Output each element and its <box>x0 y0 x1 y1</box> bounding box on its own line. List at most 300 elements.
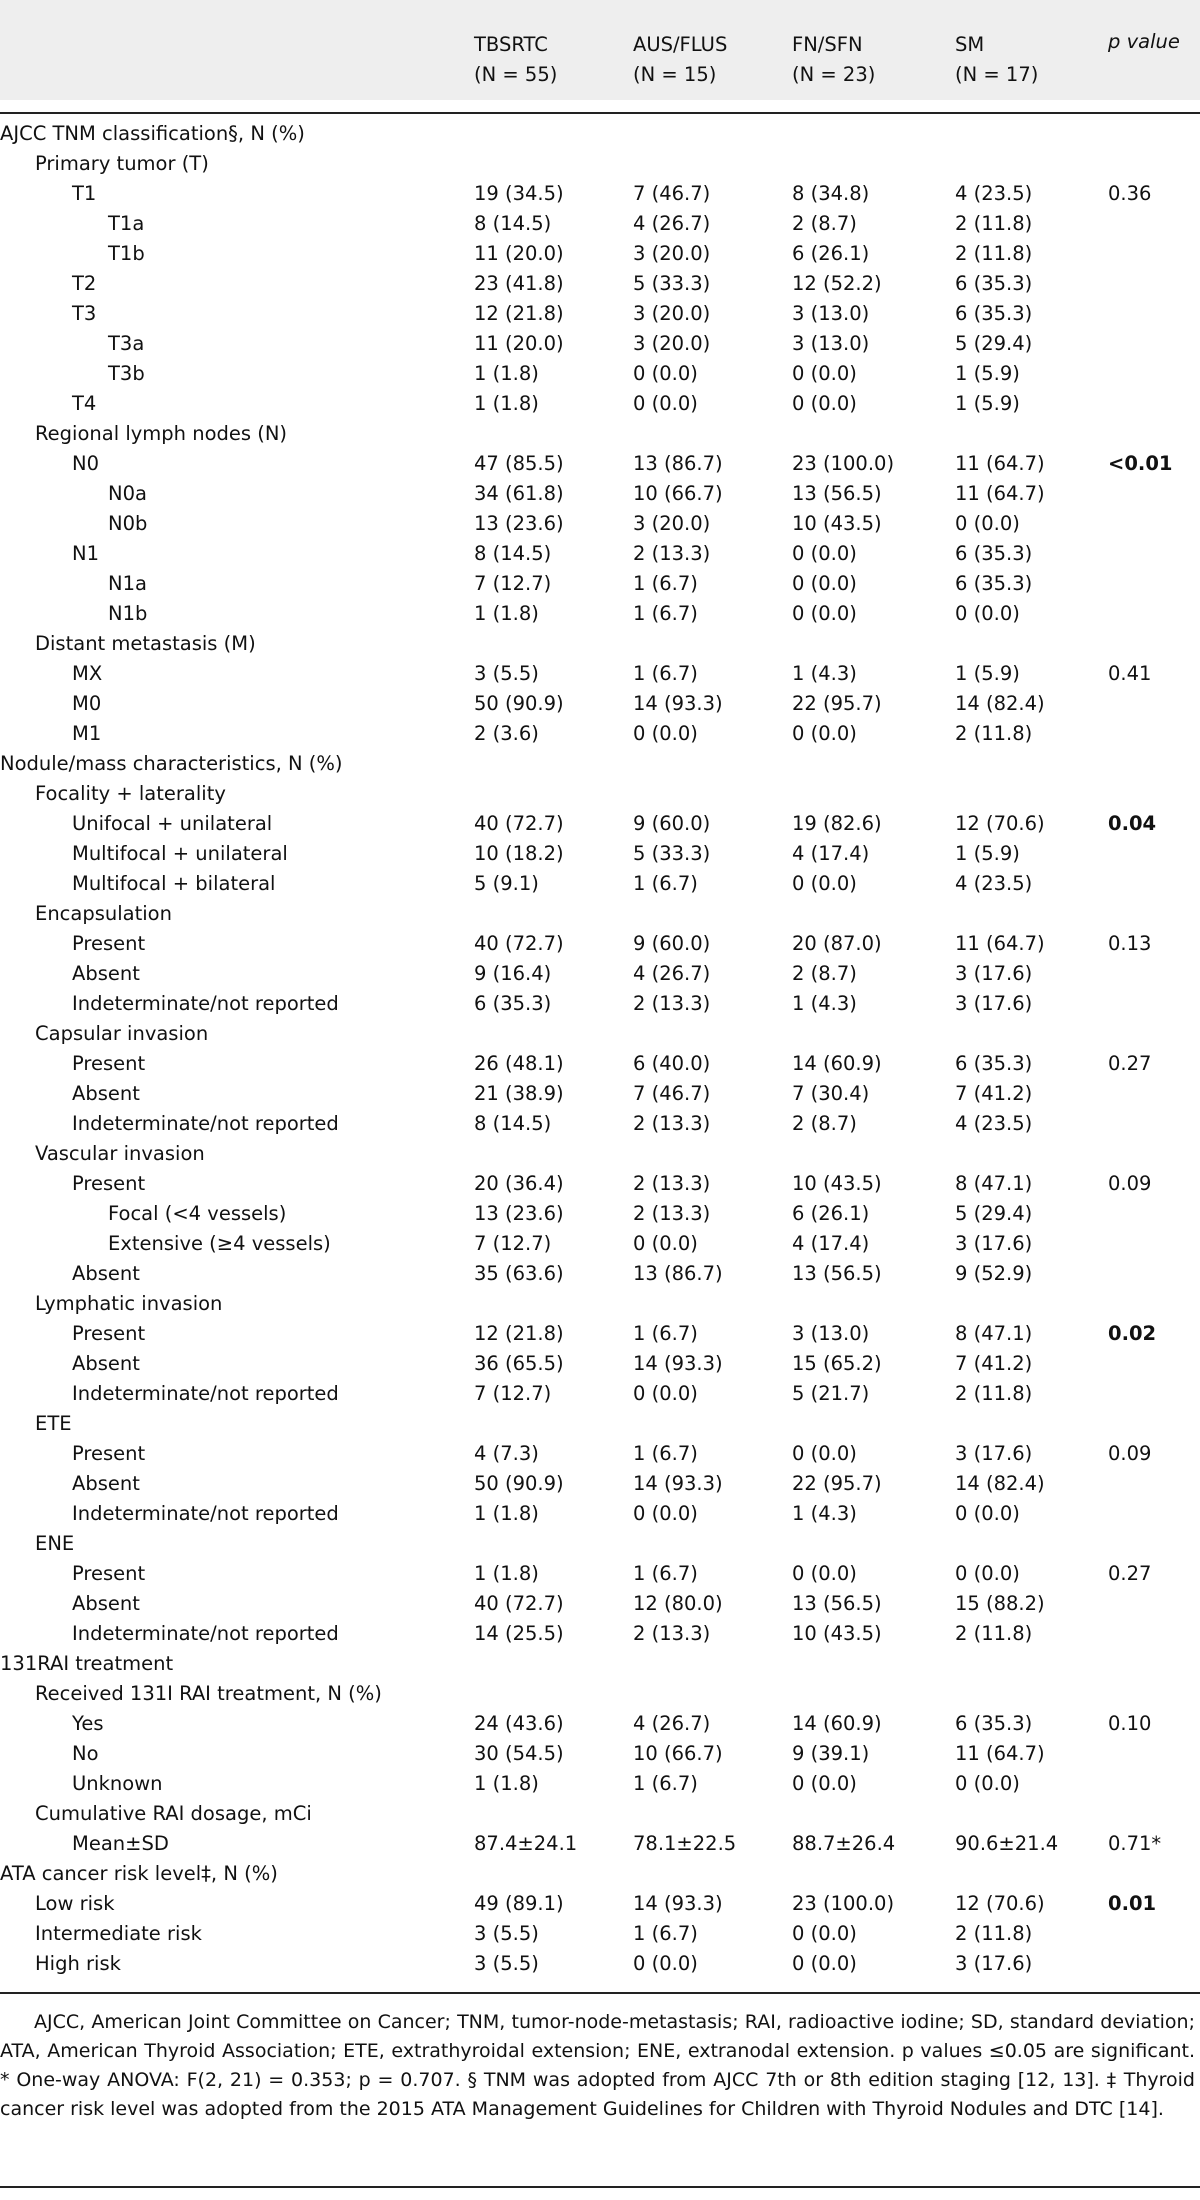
cell-value: 50 (90.9) <box>474 1472 564 1495</box>
cell-value: 1 (6.7) <box>633 1922 698 1945</box>
cell-value: 2 (11.8) <box>955 242 1033 265</box>
table-row <box>0 510 1200 540</box>
table-row <box>0 1140 1200 1170</box>
table-row <box>0 1920 1200 1950</box>
cell-value: 1 (5.9) <box>955 662 1020 685</box>
cell-value: 12 (21.8) <box>474 302 564 325</box>
cell-value: 3 (13.0) <box>792 1322 870 1345</box>
p-value: 0.02 <box>1108 1322 1157 1345</box>
cell-value: 19 (34.5) <box>474 182 564 205</box>
cell-value: 14 (93.3) <box>633 1352 723 1375</box>
cell-value: 8 (47.1) <box>955 1172 1033 1195</box>
row-label: T4 <box>72 392 97 415</box>
cell-value: 3 (17.6) <box>955 1952 1033 1975</box>
cell-value: 5 (33.3) <box>633 272 711 295</box>
row-label: N1a <box>108 572 147 595</box>
table-row <box>0 540 1200 570</box>
row-label: Absent <box>72 1082 140 1105</box>
cell-value: 1 (4.3) <box>792 992 857 1015</box>
cell-value: 90.6±21.4 <box>955 1832 1059 1855</box>
cell-value: 1 (6.7) <box>633 602 698 625</box>
cell-value: 7 (46.7) <box>633 1082 711 1105</box>
cell-value: 14 (93.3) <box>633 1472 723 1495</box>
cell-value: 2 (11.8) <box>955 1382 1033 1405</box>
cell-value: 3 (13.0) <box>792 302 870 325</box>
row-label: ATA cancer risk level‡, N (%) <box>0 1862 278 1885</box>
cell-value: 26 (48.1) <box>474 1052 564 1075</box>
cell-value: 15 (88.2) <box>955 1592 1045 1615</box>
row-label: Encapsulation <box>35 902 172 925</box>
cell-value: 0 (0.0) <box>792 1442 857 1465</box>
cell-value: 0 (0.0) <box>792 1922 857 1945</box>
cell-value: 7 (46.7) <box>633 182 711 205</box>
row-label: T1 <box>72 182 97 205</box>
row-label: Absent <box>72 962 140 985</box>
bottom-rule <box>0 1992 1200 1994</box>
header-rule <box>0 112 1200 114</box>
row-label: N0 <box>72 452 99 475</box>
cell-value: 20 (36.4) <box>474 1172 564 1195</box>
row-label: N0a <box>108 482 147 505</box>
cell-value: 4 (17.4) <box>792 1232 870 1255</box>
table-row <box>0 1680 1200 1710</box>
row-label: Present <box>72 932 146 955</box>
cell-value: 22 (95.7) <box>792 692 882 715</box>
table-row <box>0 1440 1200 1470</box>
row-label: Indeterminate/not reported <box>72 1502 339 1525</box>
cell-value: 12 (80.0) <box>633 1592 723 1615</box>
cell-value: 78.1±22.5 <box>633 1832 737 1855</box>
cell-value: 9 (60.0) <box>633 932 711 955</box>
cell-value: 50 (90.9) <box>474 692 564 715</box>
cell-value: 47 (85.5) <box>474 452 564 475</box>
row-label: Received 131I RAI treatment, N (%) <box>35 1682 382 1705</box>
cell-value: 9 (16.4) <box>474 962 552 985</box>
table-row <box>0 1500 1200 1530</box>
row-label: Distant metastasis (M) <box>35 632 256 655</box>
cell-value: 10 (18.2) <box>474 842 564 865</box>
table-row <box>0 810 1200 840</box>
table-row <box>0 690 1200 720</box>
cell-value: 14 (60.9) <box>792 1052 882 1075</box>
p-value: 0.36 <box>1108 182 1152 205</box>
row-label: Nodule/mass characteristics, N (%) <box>0 752 343 775</box>
cell-value: 4 (26.7) <box>633 212 711 235</box>
cell-value: 30 (54.5) <box>474 1742 564 1765</box>
table-row <box>0 1860 1200 1890</box>
p-value: <0.01 <box>1108 452 1173 475</box>
cell-value: 2 (13.3) <box>633 1622 711 1645</box>
row-label: T1b <box>108 242 145 265</box>
cell-value: 14 (82.4) <box>955 692 1045 715</box>
cell-value: 10 (66.7) <box>633 482 723 505</box>
cell-value: 19 (82.6) <box>792 812 882 835</box>
table-row <box>0 1650 1200 1680</box>
cell-value: 1 (1.8) <box>474 1562 539 1585</box>
cell-value: 10 (43.5) <box>792 1622 882 1645</box>
cell-value: 6 (40.0) <box>633 1052 711 1075</box>
cell-value: 12 (70.6) <box>955 1892 1045 1915</box>
table-row <box>0 1170 1200 1200</box>
cell-value: 14 (25.5) <box>474 1622 564 1645</box>
cell-value: 7 (12.7) <box>474 572 552 595</box>
row-label: Yes <box>72 1712 104 1735</box>
cell-value: 13 (56.5) <box>792 1592 882 1615</box>
cell-value: 0 (0.0) <box>633 1952 698 1975</box>
cell-value: 24 (43.6) <box>474 1712 564 1735</box>
row-label: T3 <box>72 302 97 325</box>
table-row <box>0 1710 1200 1740</box>
row-label: Indeterminate/not reported <box>72 1112 339 1135</box>
cell-value: 2 (11.8) <box>955 212 1033 235</box>
row-label: Vascular invasion <box>35 1142 205 1165</box>
row-label: T1a <box>108 212 145 235</box>
row-label: Indeterminate/not reported <box>72 1382 339 1405</box>
cell-value: 11 (64.7) <box>955 482 1045 505</box>
cell-value: 3 (13.0) <box>792 332 870 355</box>
row-label: Focality + laterality <box>35 782 226 805</box>
cell-value: 3 (20.0) <box>633 302 711 325</box>
table-row <box>0 1530 1200 1560</box>
p-value: 0.09 <box>1108 1442 1152 1465</box>
table-row <box>0 1800 1200 1830</box>
cell-value: 14 (60.9) <box>792 1712 882 1735</box>
cell-value: 0 (0.0) <box>792 362 857 385</box>
row-label: Absent <box>72 1352 140 1375</box>
table-row <box>0 1260 1200 1290</box>
table-row <box>0 300 1200 330</box>
cell-value: 40 (72.7) <box>474 932 564 955</box>
cell-value: 0 (0.0) <box>633 392 698 415</box>
cell-value: 0 (0.0) <box>792 722 857 745</box>
cell-value: 6 (35.3) <box>955 1052 1033 1075</box>
cell-value: 6 (35.3) <box>955 302 1033 325</box>
row-label: Present <box>72 1562 146 1585</box>
column-header-fn-sfn: FN/SFN (N = 23) <box>792 33 876 86</box>
cell-value: 13 (56.5) <box>792 482 882 505</box>
cell-value: 1 (5.9) <box>955 362 1020 385</box>
cell-value: 13 (86.7) <box>633 452 723 475</box>
table-row <box>0 1200 1200 1230</box>
cell-value: 0 (0.0) <box>955 1502 1020 1525</box>
table-row <box>0 1950 1200 1980</box>
cell-value: 2 (13.3) <box>633 1112 711 1135</box>
table-row <box>0 1890 1200 1920</box>
row-label: N1b <box>108 602 148 625</box>
cell-value: 3 (17.6) <box>955 992 1033 1015</box>
p-value: 0.27 <box>1108 1052 1152 1075</box>
cell-value: 2 (3.6) <box>474 722 539 745</box>
table-row <box>0 930 1200 960</box>
cell-value: 1 (6.7) <box>633 1442 698 1465</box>
cell-value: 2 (13.3) <box>633 542 711 565</box>
cell-value: 1 (6.7) <box>633 1322 698 1345</box>
table-row <box>0 1740 1200 1770</box>
cell-value: 13 (86.7) <box>633 1262 723 1285</box>
row-label: T3a <box>108 332 145 355</box>
table-row <box>0 1020 1200 1050</box>
table-row <box>0 1410 1200 1440</box>
cell-value: 1 (1.8) <box>474 1502 539 1525</box>
cell-value: 0 (0.0) <box>955 1562 1020 1585</box>
row-label: Regional lymph nodes (N) <box>35 422 288 445</box>
row-label: ETE <box>35 1412 72 1435</box>
table-row <box>0 390 1200 420</box>
cell-value: 3 (5.5) <box>474 662 539 685</box>
cell-value: 40 (72.7) <box>474 812 564 835</box>
row-label: Lymphatic invasion <box>35 1292 223 1315</box>
p-value: 0.10 <box>1108 1712 1152 1735</box>
row-label: Intermediate risk <box>35 1922 202 1945</box>
row-label: Extensive (≥4 vessels) <box>108 1232 331 1255</box>
cell-value: 9 (52.9) <box>955 1262 1033 1285</box>
cell-value: 2 (11.8) <box>955 1922 1033 1945</box>
table-row <box>0 150 1200 180</box>
table-row <box>0 570 1200 600</box>
table-row <box>0 720 1200 750</box>
row-label: MX <box>72 662 103 685</box>
p-value: 0.71* <box>1108 1832 1162 1855</box>
cell-value: 0 (0.0) <box>792 1562 857 1585</box>
row-label: Unifocal + unilateral <box>72 812 273 835</box>
table-row <box>0 1320 1200 1350</box>
cell-value: 6 (26.1) <box>792 1202 870 1225</box>
cell-value: 1 (1.8) <box>474 1772 539 1795</box>
cell-value: 5 (9.1) <box>474 872 539 895</box>
cell-value: 3 (17.6) <box>955 962 1033 985</box>
cell-value: 4 (7.3) <box>474 1442 539 1465</box>
cell-value: 12 (52.2) <box>792 272 882 295</box>
table-row <box>0 990 1200 1020</box>
table-row <box>0 1080 1200 1110</box>
table-row <box>0 1290 1200 1320</box>
cell-value: 11 (64.7) <box>955 452 1045 475</box>
cell-value: 1 (1.8) <box>474 392 539 415</box>
footnote-rule <box>0 2186 1200 2188</box>
row-label: Absent <box>72 1592 140 1615</box>
table-row <box>0 660 1200 690</box>
cell-value: 1 (6.7) <box>633 662 698 685</box>
cell-value: 9 (39.1) <box>792 1742 870 1765</box>
row-label: Absent <box>72 1262 140 1285</box>
table-row <box>0 1620 1200 1650</box>
cell-value: 6 (35.3) <box>955 542 1033 565</box>
cell-value: 6 (35.3) <box>955 272 1033 295</box>
row-label: N1 <box>72 542 99 565</box>
table-row <box>0 1830 1200 1860</box>
row-label: Absent <box>72 1472 140 1495</box>
cell-value: 11 (64.7) <box>955 1742 1045 1765</box>
cell-value: 36 (65.5) <box>474 1352 564 1375</box>
cell-value: 49 (89.1) <box>474 1892 564 1915</box>
row-label: Indeterminate/not reported <box>72 1622 339 1645</box>
cell-value: 88.7±26.4 <box>792 1832 896 1855</box>
cell-value: 11 (20.0) <box>474 242 564 265</box>
cell-value: 0 (0.0) <box>792 1952 857 1975</box>
row-label: ENE <box>35 1532 75 1555</box>
column-header-aus-flus: AUS/FLUS (N = 15) <box>633 33 728 86</box>
cell-value: 1 (1.8) <box>474 362 539 385</box>
cell-value: 1 (6.7) <box>633 572 698 595</box>
cell-value: 0 (0.0) <box>792 572 857 595</box>
column-header-tbsrtc: TBSRTC (N = 55) <box>474 33 558 86</box>
cell-value: 7 (12.7) <box>474 1232 552 1255</box>
cell-value: 1 (1.8) <box>474 602 539 625</box>
cell-value: 2 (8.7) <box>792 962 857 985</box>
cell-value: 0 (0.0) <box>633 1382 698 1405</box>
cell-value: 3 (5.5) <box>474 1952 539 1975</box>
cell-value: 6 (35.3) <box>955 572 1033 595</box>
table-row <box>0 420 1200 450</box>
table-row <box>0 1560 1200 1590</box>
table-row <box>0 1770 1200 1800</box>
cell-value: 13 (56.5) <box>792 1262 882 1285</box>
cell-value: 21 (38.9) <box>474 1082 564 1105</box>
row-label: Mean±SD <box>72 1832 169 1855</box>
cell-value: 1 (6.7) <box>633 1772 698 1795</box>
cell-value: 12 (21.8) <box>474 1322 564 1345</box>
cell-value: 1 (4.3) <box>792 1502 857 1525</box>
table-row <box>0 450 1200 480</box>
row-label: Primary tumor (T) <box>35 152 209 175</box>
row-label: High risk <box>35 1952 121 1975</box>
table-row <box>0 1590 1200 1620</box>
table-row <box>0 210 1200 240</box>
cell-value: 5 (29.4) <box>955 1202 1033 1225</box>
row-label: Multifocal + bilateral <box>72 872 276 895</box>
cell-value: 0 (0.0) <box>633 1502 698 1525</box>
cell-value: 22 (95.7) <box>792 1472 882 1495</box>
cell-value: 1 (6.7) <box>633 1562 698 1585</box>
table-header <box>0 0 1200 100</box>
cell-value: 13 (23.6) <box>474 1202 564 1225</box>
row-label: Focal (<4 vessels) <box>108 1202 287 1225</box>
cell-value: 8 (14.5) <box>474 542 552 565</box>
table-row <box>0 870 1200 900</box>
cell-value: 0 (0.0) <box>792 602 857 625</box>
table-row <box>0 960 1200 990</box>
cell-value: 0 (0.0) <box>633 1232 698 1255</box>
row-label: T2 <box>72 272 97 295</box>
row-label: T3b <box>108 362 145 385</box>
cell-value: 3 (5.5) <box>474 1922 539 1945</box>
cell-value: 2 (11.8) <box>955 722 1033 745</box>
cell-value: 11 (64.7) <box>955 932 1045 955</box>
table-row <box>0 180 1200 210</box>
table-row <box>0 1380 1200 1410</box>
cell-value: 5 (21.7) <box>792 1382 870 1405</box>
table-row <box>0 1470 1200 1500</box>
cell-value: 3 (20.0) <box>633 512 711 535</box>
p-value: 0.13 <box>1108 932 1152 955</box>
cell-value: 1 (4.3) <box>792 662 857 685</box>
cell-value: 2 (13.3) <box>633 1202 711 1225</box>
cell-value: 0 (0.0) <box>792 872 857 895</box>
cell-value: 3 (17.6) <box>955 1232 1033 1255</box>
row-label: N0b <box>108 512 148 535</box>
cell-value: 3 (20.0) <box>633 332 711 355</box>
cell-value: 14 (93.3) <box>633 1892 723 1915</box>
cell-value: 23 (100.0) <box>792 1892 895 1915</box>
cell-value: 1 (5.9) <box>955 842 1020 865</box>
row-label: Indeterminate/not reported <box>72 992 339 1015</box>
cell-value: 7 (12.7) <box>474 1382 552 1405</box>
table-row <box>0 600 1200 630</box>
table-row <box>0 1050 1200 1080</box>
row-label: Unknown <box>72 1772 163 1795</box>
cell-value: 4 (23.5) <box>955 872 1033 895</box>
p-value: 0.27 <box>1108 1562 1152 1585</box>
cell-value: 14 (93.3) <box>633 692 723 715</box>
cell-value: 5 (33.3) <box>633 842 711 865</box>
row-label: Capsular invasion <box>35 1022 209 1045</box>
cell-value: 8 (34.8) <box>792 182 870 205</box>
p-value: 0.01 <box>1108 1892 1157 1915</box>
cell-value: 40 (72.7) <box>474 1592 564 1615</box>
cell-value: 1 (6.7) <box>633 872 698 895</box>
cell-value: 6 (26.1) <box>792 242 870 265</box>
row-label: M1 <box>72 722 102 745</box>
table-row <box>0 270 1200 300</box>
row-label: Present <box>72 1052 146 1075</box>
cell-value: 3 (17.6) <box>955 1442 1033 1465</box>
cell-value: 34 (61.8) <box>474 482 564 505</box>
cell-value: 20 (87.0) <box>792 932 882 955</box>
row-label: Present <box>72 1172 146 1195</box>
cell-value: 3 (20.0) <box>633 242 711 265</box>
cell-value: 8 (14.5) <box>474 1112 552 1135</box>
row-label: Present <box>72 1322 146 1345</box>
cell-value: 0 (0.0) <box>792 392 857 415</box>
cell-value: 0 (0.0) <box>792 542 857 565</box>
row-label: Present <box>72 1442 146 1465</box>
cell-value: 4 (26.7) <box>633 1712 711 1735</box>
row-label: M0 <box>72 692 102 715</box>
table-row <box>0 240 1200 270</box>
table-row <box>0 1110 1200 1140</box>
cell-value: 0 (0.0) <box>955 512 1020 535</box>
row-label: Multifocal + unilateral <box>72 842 288 865</box>
table-row <box>0 330 1200 360</box>
row-label: Cumulative RAI dosage, mCi <box>35 1802 312 1825</box>
cell-value: 7 (41.2) <box>955 1082 1033 1105</box>
table-row <box>0 840 1200 870</box>
cell-value: 6 (35.3) <box>474 992 552 1015</box>
table-row <box>0 1350 1200 1380</box>
cell-value: 23 (41.8) <box>474 272 564 295</box>
cell-value: 4 (26.7) <box>633 962 711 985</box>
cell-value: 4 (23.5) <box>955 182 1033 205</box>
row-label: AJCC TNM classification§, N (%) <box>0 122 305 145</box>
cell-value: 11 (20.0) <box>474 332 564 355</box>
cell-value: 7 (30.4) <box>792 1082 870 1105</box>
cell-value: 8 (14.5) <box>474 212 552 235</box>
row-label: Low risk <box>35 1892 115 1915</box>
table-footnote: AJCC, American Joint Committee on Cancer; TNM, tumor-node-metastasis; RAI, radioactive iodine; SD, standard deviation; ATA, American Thyroid Association; ETE, extrathyroidal extension; ENE, extranodal extension. p values ≤0.05 are significant. * One-way ANOVA: F(2, 21) = 0.353; p = 0.707. § TNM was adopted from AJCC 7th or 8th edition staging [12, 13]. ‡ Thyroid cancer risk level was adopted from the 2015 ATA Management Guidelines for Children with Thyroid Nodules and DTC [14]. <box>0 2011 1195 2120</box>
table-row <box>0 900 1200 930</box>
cell-value: 23 (100.0) <box>792 452 895 475</box>
cell-value: 35 (63.6) <box>474 1262 564 1285</box>
cell-value: 0 (0.0) <box>955 1772 1020 1795</box>
cell-value: 9 (60.0) <box>633 812 711 835</box>
cell-value: 4 (17.4) <box>792 842 870 865</box>
cell-value: 7 (41.2) <box>955 1352 1033 1375</box>
cell-value: 2 (13.3) <box>633 992 711 1015</box>
cell-value: 8 (47.1) <box>955 1322 1033 1345</box>
cell-value: 13 (23.6) <box>474 512 564 535</box>
cell-value: 0 (0.0) <box>633 362 698 385</box>
cell-value: 0 (0.0) <box>792 1772 857 1795</box>
